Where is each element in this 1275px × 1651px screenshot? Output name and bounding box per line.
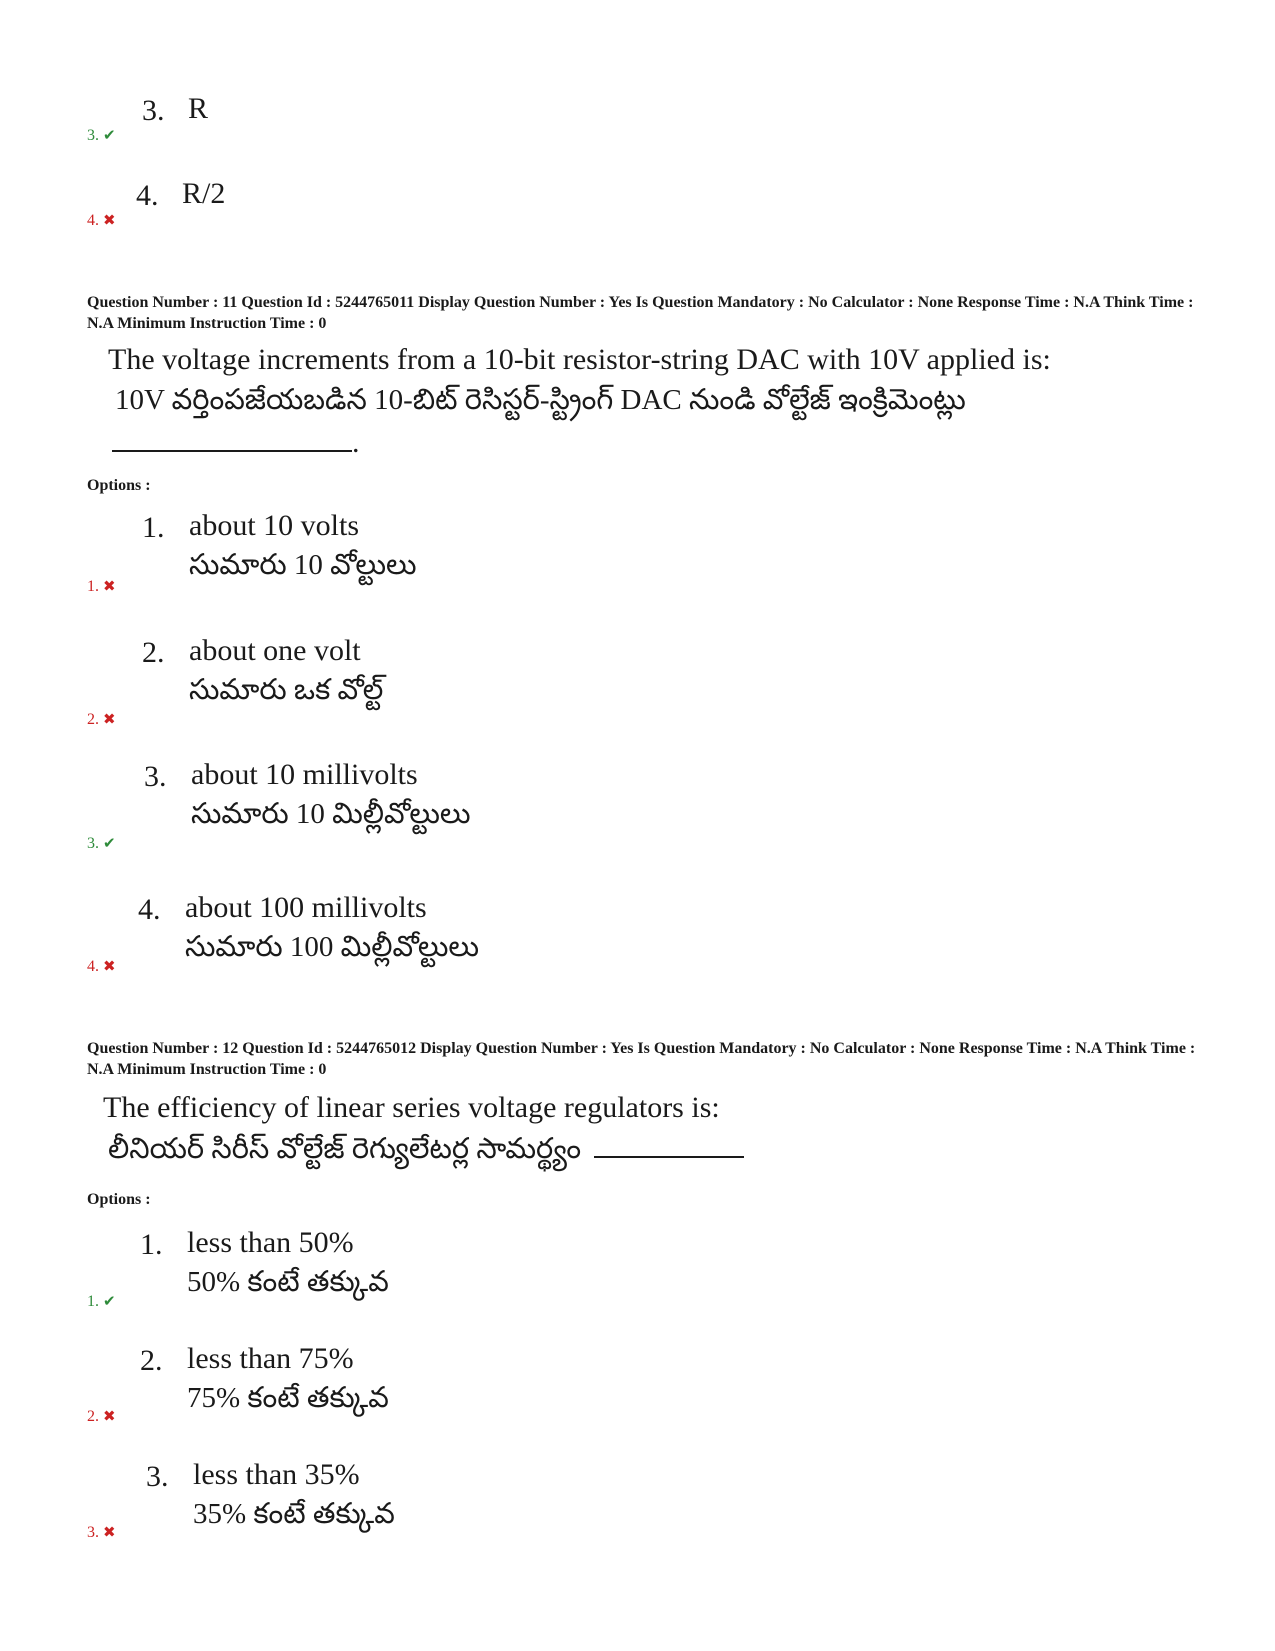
option-text-telugu: సుమారు 10 మిల్లీవోల్టులు <box>191 798 471 830</box>
option-number: 1. <box>142 511 165 544</box>
check-icon: ✔ <box>103 128 116 144</box>
option-number: 1. <box>140 1228 163 1261</box>
option-text-english: about 100 millivolts <box>185 891 427 924</box>
option-number: 3. <box>144 760 167 793</box>
answer-mark-wrong <box>87 577 116 596</box>
check-icon: ✔ <box>103 836 116 852</box>
cross-icon: ✖ <box>103 579 116 595</box>
option-text-english: about one volt <box>189 634 361 667</box>
option-number: 2. <box>140 1344 163 1377</box>
options-label: Options : <box>87 1191 151 1208</box>
question-text-telugu-line <box>108 1129 744 1169</box>
option-text-telugu: సుమారు 100 మిల్లీవోల్టులు <box>185 931 480 963</box>
option-text-telugu: సుమారు ఒక వోల్ట్ <box>189 674 384 706</box>
answer-mark-correct <box>87 126 116 145</box>
option-number: 3. <box>142 94 165 127</box>
cross-icon: ✖ <box>103 213 116 229</box>
option-text: R <box>188 92 209 125</box>
answer-blank <box>112 423 360 463</box>
option-text-english: about 10 millivolts <box>191 758 418 791</box>
cross-icon: ✖ <box>103 959 116 975</box>
mark-number: 3. <box>87 127 99 144</box>
blank-line <box>112 424 352 452</box>
answer-mark-correct <box>87 1292 116 1311</box>
mark-number: 1. <box>87 578 99 595</box>
question-meta: Question Number : 12 Question Id : 5244765012 Display Question Number : Yes Is Question Mandatory : No Calculator : None Response Time : N.A Think Time : N.A Minimum Instruction Time : 0 <box>87 1040 1196 1078</box>
option-text-telugu: సుమారు 10 వోల్టులు <box>189 549 417 581</box>
option-text-english: less than 50% <box>187 1226 354 1259</box>
mark-number: 1. <box>87 1293 99 1310</box>
option-number: 3. <box>146 1460 169 1493</box>
cross-icon: ✖ <box>103 712 116 728</box>
answer-mark-wrong <box>87 1407 116 1426</box>
question-text-telugu: 10V వర్తింపజేయబడిన 10-బిట్ రెసిస్టర్-స్ట్రింగ్ DAC నుండి వోల్టేజ్ ఇంక్రిమెంట్లు <box>115 384 966 416</box>
question-text-english: The efficiency of linear series voltage regulators is: <box>103 1091 720 1124</box>
question-text-telugu: లీనియర్ సిరీస్ వోల్టేజ్ రెగ్యులేటర్ల సామర్థ్యం <box>108 1133 582 1165</box>
answer-mark-wrong <box>87 957 116 976</box>
blank-line <box>594 1130 744 1158</box>
cross-icon: ✖ <box>103 1409 116 1425</box>
option-number: 4. <box>138 893 161 926</box>
mark-number: 2. <box>87 711 99 728</box>
option-number: 4. <box>136 179 159 212</box>
option-number: 2. <box>142 636 165 669</box>
option-text-english: about 10 volts <box>189 509 359 542</box>
mark-number: 3. <box>87 1524 99 1541</box>
mark-number: 2. <box>87 1408 99 1425</box>
mark-number: 4. <box>87 958 99 975</box>
mark-number: 4. <box>87 212 99 229</box>
option-text-telugu: 35% కంటే తక్కువ <box>193 1498 395 1530</box>
cross-icon: ✖ <box>103 1525 116 1541</box>
option-text-telugu: 50% కంటే తక్కువ <box>187 1266 389 1298</box>
option-text: R/2 <box>182 177 226 210</box>
option-text-english: less than 35% <box>193 1458 360 1491</box>
option-text-english: less than 75% <box>187 1342 354 1375</box>
answer-mark-wrong <box>87 211 116 230</box>
option-text-telugu: 75% కంటే తక్కువ <box>187 1382 389 1414</box>
question-text-english: The voltage increments from a 10-bit resistor-string DAC with 10V applied is: <box>108 343 1051 376</box>
check-icon: ✔ <box>103 1294 116 1310</box>
answer-mark-correct <box>87 834 116 853</box>
answer-mark-wrong <box>87 1523 116 1542</box>
answer-mark-wrong <box>87 710 116 729</box>
mark-number: 3. <box>87 835 99 852</box>
options-label: Options : <box>87 477 151 494</box>
blank-end: . <box>352 426 360 459</box>
question-meta: Question Number : 11 Question Id : 5244765011 Display Question Number : Yes Is Question Mandatory : No Calculator : None Response Time : N.A Think Time : N.A Minimum Instruction Time : 0 <box>87 294 1194 332</box>
